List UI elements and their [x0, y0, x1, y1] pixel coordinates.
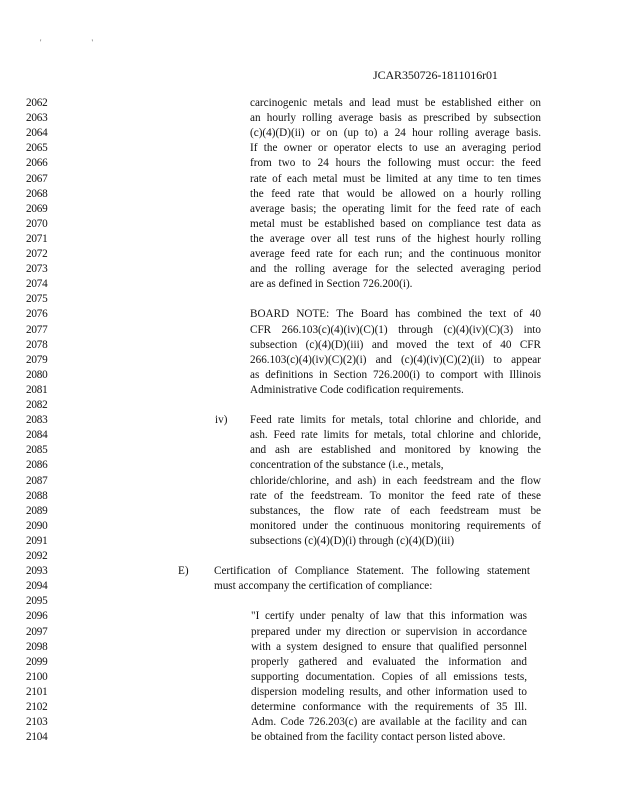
document-line — [0, 640, 618, 655]
line-number: 2096 — [26, 610, 48, 623]
document-line — [0, 307, 618, 322]
line-text: be obtained from the facility contact person listed above. — [251, 731, 506, 744]
line-number: 2079 — [26, 353, 48, 366]
document-line — [0, 187, 618, 202]
document-id: JCAR350726-1811016r01 — [373, 68, 498, 82]
line-text: CFR 266.103(c)(4)(iv)(C)(1) through (c)(4)(iv)(C)(3) into — [250, 323, 541, 336]
document-line — [0, 730, 618, 745]
line-text: rate of the feedstream. To monitor the feed rate of these — [250, 489, 541, 502]
line-number: 2086 — [26, 459, 48, 472]
line-number: 2081 — [26, 383, 48, 396]
document-line — [0, 368, 618, 383]
line-number: 2104 — [26, 731, 48, 744]
document-line — [0, 262, 618, 277]
subsection-label: iv) — [215, 414, 228, 427]
line-text: supporting documentation. Copies of all emissions tests, — [251, 670, 527, 683]
document-line — [0, 398, 618, 413]
line-number: 2083 — [26, 414, 48, 427]
line-text: dispersion modeling results, and other information used to — [251, 685, 527, 698]
document-line — [0, 202, 618, 217]
document-line — [0, 670, 618, 685]
document-line — [0, 549, 618, 564]
document-line — [0, 504, 618, 519]
line-number: 2062 — [26, 97, 48, 109]
line-text: 266.103(c)(4)(iv)(C)(2)(i) and (c)(4)(iv)(C)(2)(ii) to appear — [250, 353, 541, 366]
document-line — [0, 277, 618, 292]
line-number: 2065 — [26, 142, 48, 155]
line-text: subsections (c)(4)(D)(i) through (c)(4)(D)(iii) — [250, 534, 455, 547]
line-number: 2092 — [26, 550, 48, 562]
document-line — [0, 141, 618, 156]
line-number: 2077 — [26, 323, 48, 336]
line-text: Administrative Code codification requirements. — [250, 383, 464, 396]
line-text: Adm. Code 726.203(c) are available at the facility and can — [251, 716, 527, 729]
document-line — [0, 685, 618, 700]
line-number: 2103 — [26, 716, 48, 729]
line-number: 2069 — [26, 202, 48, 215]
line-number: 2093 — [26, 565, 48, 578]
line-number: 2101 — [26, 685, 48, 698]
line-number: 2102 — [26, 701, 48, 713]
line-number: 2099 — [26, 655, 48, 668]
line-number: 2067 — [26, 172, 48, 185]
line-number: 2073 — [26, 263, 48, 276]
line-text: "I certify under penalty of law that this information was — [251, 610, 527, 623]
line-number: 2066 — [26, 157, 48, 170]
document-line — [0, 323, 618, 338]
line-text: average basis; the operating limit for the feed rate of each — [250, 202, 541, 215]
line-number: 2084 — [26, 429, 48, 442]
document-line — [0, 594, 618, 609]
line-text: Certification of Compliance Statement. The following statement — [214, 565, 530, 578]
line-number: 2087 — [26, 474, 48, 487]
line-text: as definitions in Section 726.200(i) to comport with Illinois — [250, 368, 541, 381]
line-number: 2098 — [26, 640, 48, 653]
line-text: ash. Feed rate limits for metals, total chlorine and chloride, — [250, 429, 541, 442]
line-text: an hourly rolling average basis as prescribed by subsection — [250, 112, 541, 125]
line-number: 2100 — [26, 670, 48, 683]
line-number: 2089 — [26, 504, 48, 517]
line-number: 2074 — [26, 278, 48, 291]
document-line — [0, 232, 618, 247]
line-number: 2078 — [26, 338, 48, 351]
line-text: average feed rate for each run; and the continuous monitor — [250, 248, 541, 260]
line-text: properly gathered and evaluated the information and — [251, 655, 527, 668]
line-text: rate of each metal must be limited at any time to ten times — [250, 172, 541, 185]
line-text: and ash are established and monitored by knowing the — [250, 444, 541, 457]
document-line — [0, 413, 618, 428]
line-text: are as defined in Section 726.200(i). — [250, 278, 413, 291]
line-text: must accompany the certification of compliance: — [214, 580, 433, 593]
line-text: Feed rate limits for metals, total chlorine and chloride, and — [250, 414, 541, 427]
document-line — [0, 383, 618, 398]
corner-marks: ' ' — [40, 38, 117, 47]
document-line — [0, 338, 618, 353]
line-number: 2095 — [26, 595, 48, 608]
document-line — [0, 489, 618, 504]
line-text: monitored under the continuous monitoring requirements of — [250, 519, 541, 532]
line-number: 2071 — [26, 232, 48, 245]
line-text: with a system designed to ensure that qualified personnel — [251, 640, 527, 653]
line-text: and the rolling average for the selected averaging period — [250, 263, 541, 276]
document-line — [0, 579, 618, 594]
line-number: 2097 — [26, 625, 48, 638]
line-text: determine conformance with the requirements of 35 Ill. — [251, 701, 527, 713]
line-number: 2091 — [26, 534, 48, 547]
line-number: 2068 — [26, 187, 48, 200]
line-number: 2064 — [26, 127, 48, 140]
document-line — [0, 428, 618, 443]
line-number: 2063 — [26, 112, 48, 125]
line-number: 2094 — [26, 580, 48, 593]
document-line — [0, 353, 618, 368]
line-number: 2090 — [26, 519, 48, 532]
document-line — [0, 172, 618, 187]
document-line — [0, 156, 618, 171]
line-number: 2070 — [26, 217, 48, 230]
line-text: chloride/chlorine, and ash) in each feedstream and the flow — [250, 474, 541, 487]
line-text: BOARD NOTE: The Board has combined the text of 40 — [250, 308, 541, 321]
document-line — [0, 655, 618, 670]
line-number: 2072 — [26, 248, 48, 260]
line-text: carcinogenic metals and lead must be established either on — [250, 97, 541, 109]
line-text: concentration of the substance (i.e., metals, — [250, 459, 444, 472]
document-line — [0, 609, 618, 624]
line-text: the average over all test runs of the highest hourly rolling — [250, 232, 541, 245]
document-line — [0, 564, 618, 579]
document-line — [0, 111, 618, 126]
line-number: 2085 — [26, 444, 48, 457]
line-text: If the owner or operator elects to use an averaging period — [250, 142, 541, 155]
document-line — [0, 247, 618, 262]
document-line — [0, 217, 618, 232]
document-line — [0, 715, 618, 730]
line-text: prepared under my direction or supervision in accordance — [251, 625, 527, 638]
document-line — [0, 96, 618, 111]
document-line — [0, 474, 618, 489]
line-text: from two to 24 hours the following must occur: the feed — [250, 157, 541, 170]
document-line — [0, 443, 618, 458]
line-text: the feed rate that would be allowed on a hourly rolling — [250, 187, 541, 200]
line-text: subsection (c)(4)(D)(iii) and moved the text of 40 CFR — [250, 338, 541, 351]
document-line — [0, 126, 618, 141]
line-number: 2076 — [26, 308, 48, 321]
document-line — [0, 292, 618, 307]
document-line — [0, 458, 618, 473]
line-number: 2088 — [26, 489, 48, 502]
document-line — [0, 519, 618, 534]
document-line — [0, 625, 618, 640]
line-number: 2080 — [26, 368, 48, 381]
line-text: metal must be established based on compliance test data as — [250, 217, 541, 230]
line-text: substances, the flow rate of each feedstream must be — [250, 504, 541, 517]
line-number: 2082 — [26, 399, 48, 411]
subsection-label: E) — [178, 565, 189, 578]
document-line — [0, 700, 618, 715]
line-text: (c)(4)(D)(ii) or on (up to) a 24 hour rolling average basis. — [250, 127, 541, 140]
line-number: 2075 — [26, 293, 48, 306]
document-line — [0, 534, 618, 549]
